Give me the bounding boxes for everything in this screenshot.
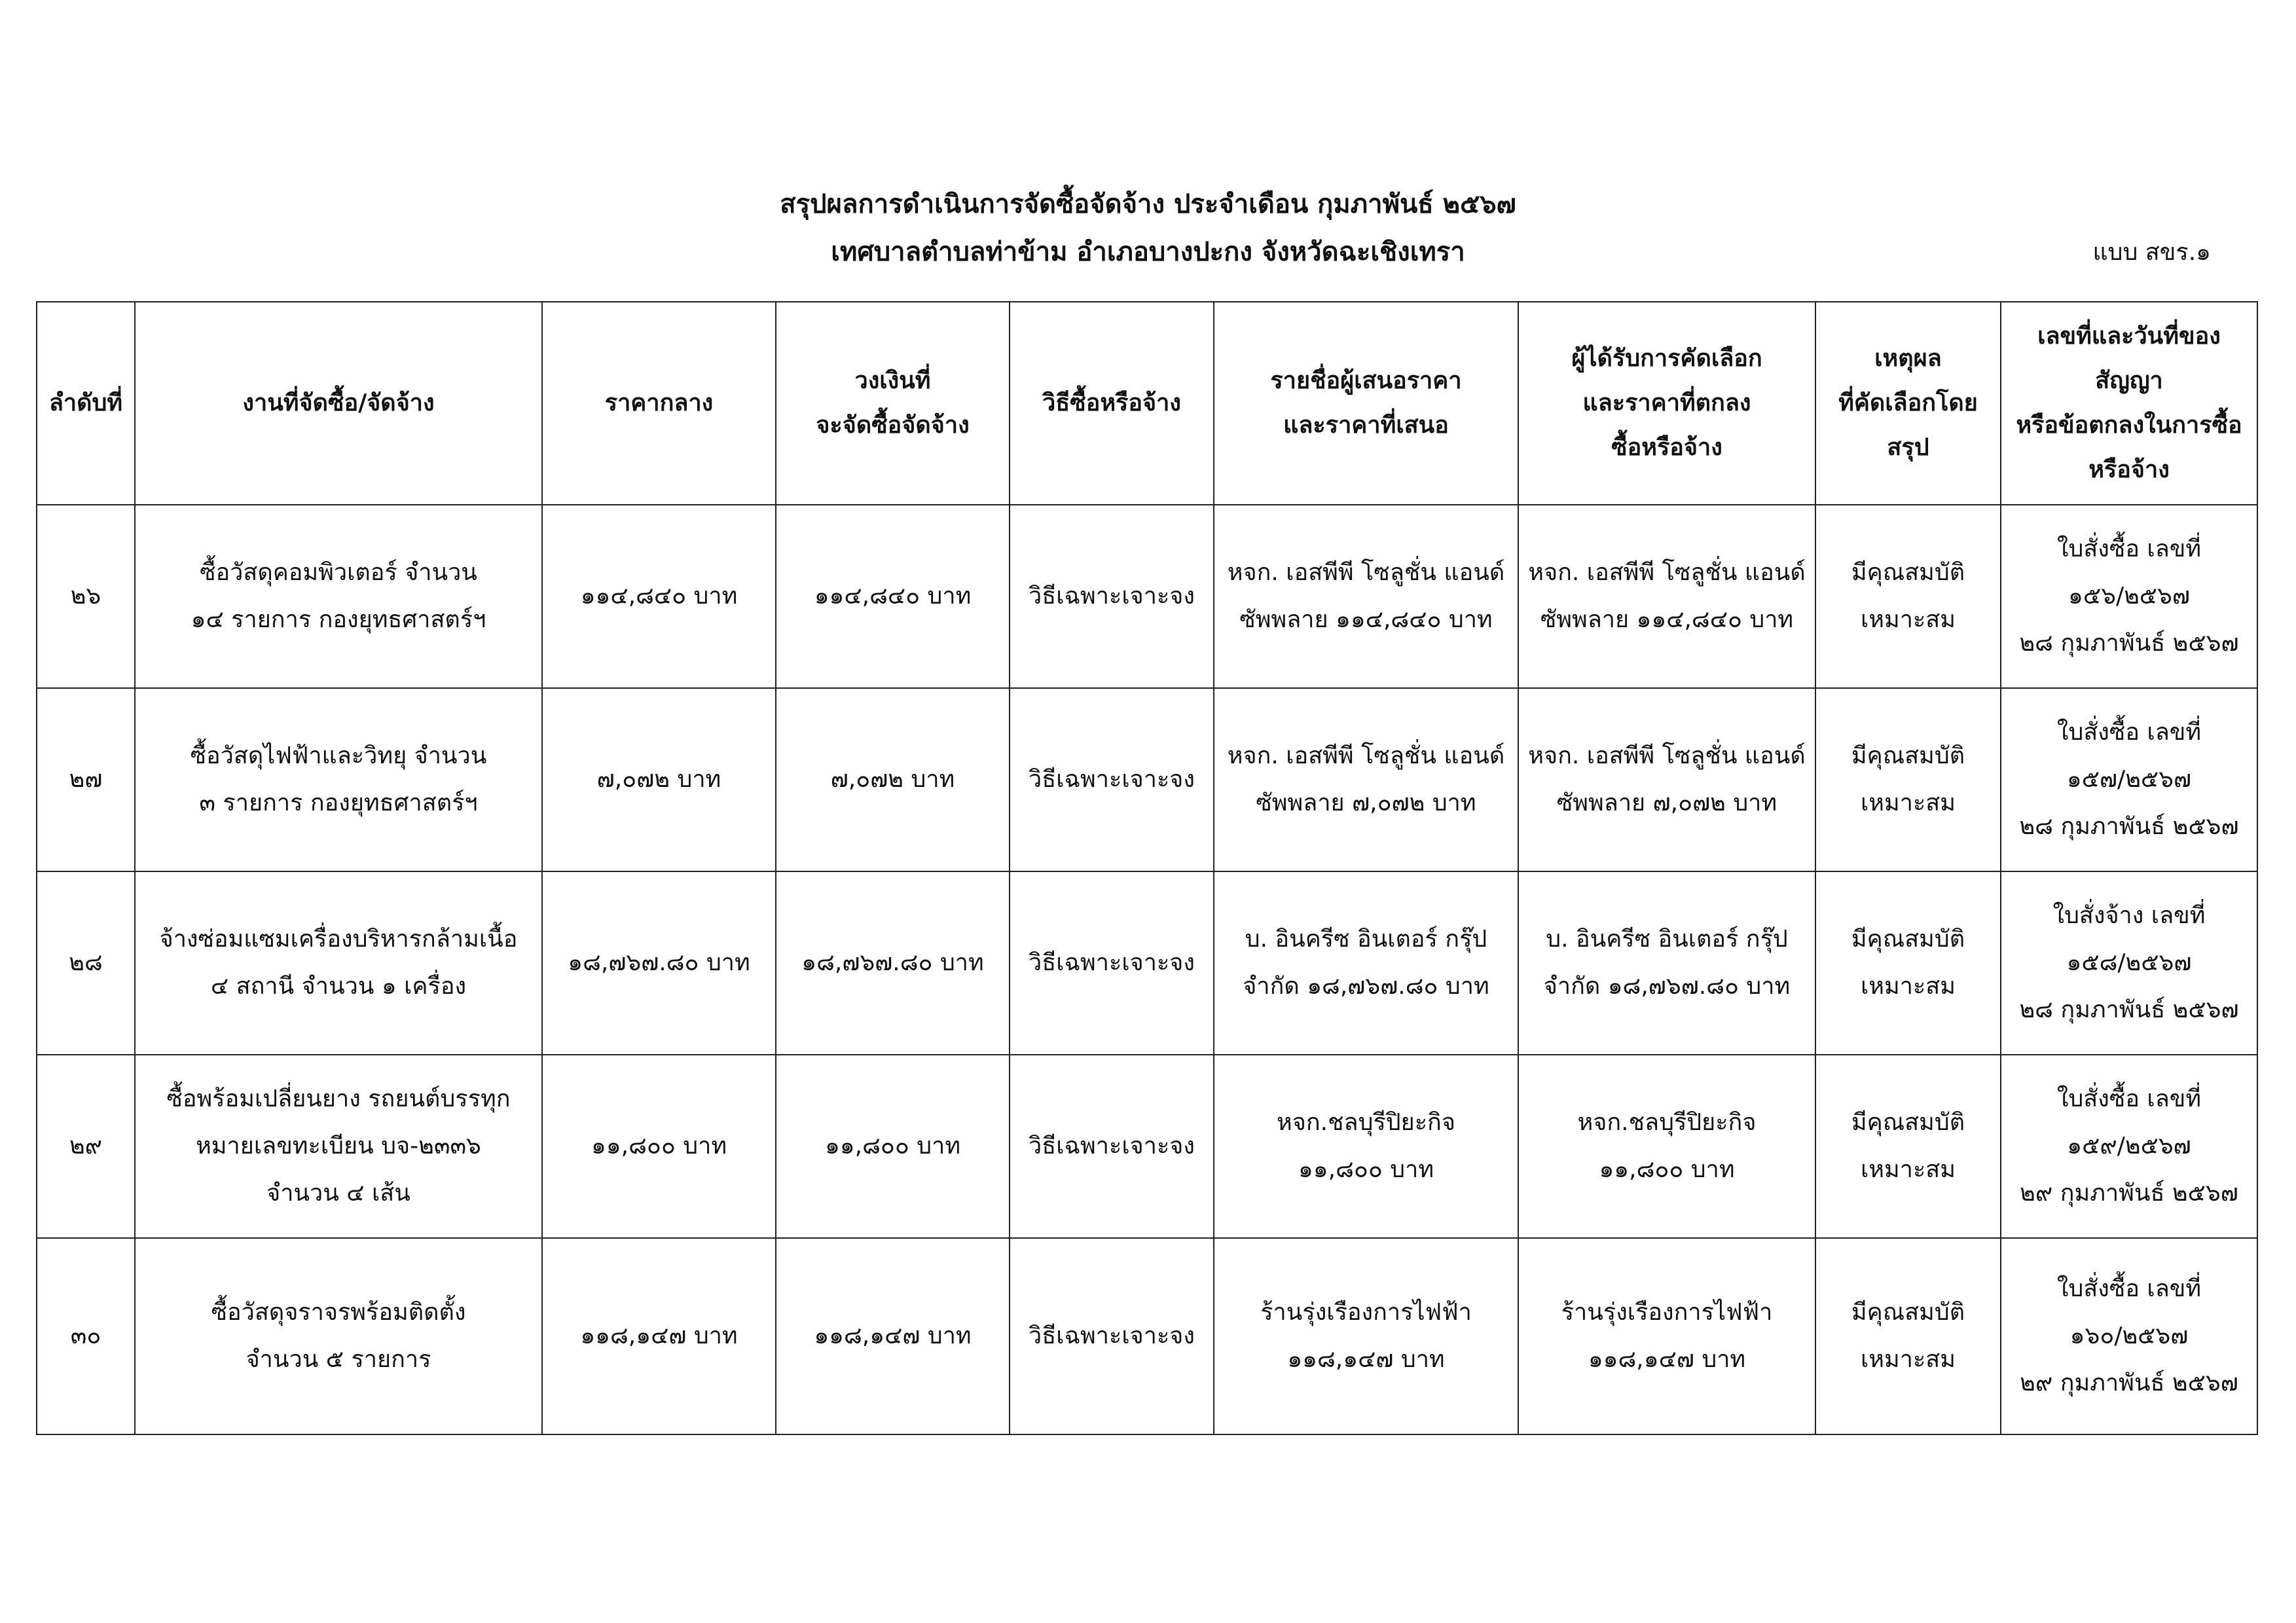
cell-method: วิธีเฉพาะเจาะจง (1010, 1055, 1214, 1238)
document-title: สรุปผลการดำเนินการจัดซื้อจัดจ้าง ประจำเดือน กุมภาพันธ์ ๒๕๖๗ (780, 189, 1516, 219)
column-header-reason: เหตุผล ที่คัดเลือกโดย สรุป (1815, 302, 2001, 505)
cell-budget: ๑๑,๘๐๐ บาท (776, 1055, 1010, 1238)
cell-winner: บ. อินครีซ อินเตอร์ กรุ๊ป จำกัด ๑๘,๗๖๗.๘๐ บาท (1518, 871, 1815, 1055)
cell-budget: ๗,๐๗๒ บาท (776, 688, 1010, 871)
cell-reason: มีคุณสมบัติ เหมาะสม (1815, 688, 2001, 871)
cell-winner: หจก. เอสพีพี โซลูชั่น แอนด์ ซัพพลาย ๑๑๔,๘๔๐ บาท (1518, 505, 1815, 688)
cell-median-price: ๗,๐๗๒ บาท (542, 688, 776, 871)
cell-reason: มีคุณสมบัติ เหมาะสม (1815, 1055, 2001, 1238)
cell-median-price: ๑๑๘,๑๔๗ บาท (542, 1238, 776, 1434)
cell-median-price: ๑๑๔,๘๔๐ บาท (542, 505, 776, 688)
cell-no: ๒๙ (37, 1055, 135, 1238)
cell-method: วิธีเฉพาะเจาะจง (1010, 505, 1214, 688)
column-header-median-price: ราคากลาง (542, 302, 776, 505)
table-row (37, 1055, 2257, 1238)
cell-bidders: บ. อินครีซ อินเตอร์ กรุ๊ป จำกัด ๑๘,๗๖๗.๘๐ บาท (1214, 871, 1518, 1055)
cell-item: จ้างซ่อมแซมเครื่องบริหารกล้ามเนื้อ ๔ สถานี จำนวน ๑ เครื่อง (135, 871, 542, 1055)
cell-median-price: ๑๘,๗๖๗.๘๐ บาท (542, 871, 776, 1055)
cell-no: ๓๐ (37, 1238, 135, 1434)
column-header-no: ลำดับที่ (37, 302, 135, 505)
cell-method: วิธีเฉพาะเจาะจง (1010, 1238, 1214, 1434)
column-header-item: งานที่จัดซื้อ/จัดจ้าง (135, 302, 542, 505)
cell-bidders: ร้านรุ่งเรืองการไฟฟ้า ๑๑๘,๑๔๗ บาท (1214, 1238, 1518, 1434)
table-row (37, 505, 2257, 688)
cell-winner: ร้านรุ่งเรืองการไฟฟ้า ๑๑๘,๑๔๗ บาท (1518, 1238, 1815, 1434)
table-header-row (37, 302, 2257, 505)
cell-bidders: หจก. เอสพีพี โซลูชั่น แอนด์ ซัพพลาย ๗,๐๗๒ บาท (1214, 688, 1518, 871)
cell-contract: ใบสั่งจ้าง เลขที่ ๑๕๘/๒๕๖๗ ๒๘ กุมภาพันธ์ ๒๕๖๗ (2001, 871, 2257, 1055)
cell-contract: ใบสั่งซื้อ เลขที่ ๑๕๖/๒๕๖๗ ๒๘ กุมภาพันธ์ ๒๕๖๗ (2001, 505, 2257, 688)
cell-bidders: หจก.ชลบุรีปิยะกิจ ๑๑,๘๐๐ บาท (1214, 1055, 1518, 1238)
cell-contract: ใบสั่งซื้อ เลขที่ ๑๕๙/๒๕๖๗ ๒๙ กุมภาพันธ์ ๒๕๖๗ (2001, 1055, 2257, 1238)
column-header-contract: เลขที่และวันที่ของ สัญญา หรือข้อตกลงในการซื้อ หรือจ้าง (2001, 302, 2257, 505)
cell-reason: มีคุณสมบัติ เหมาะสม (1815, 505, 2001, 688)
cell-method: วิธีเฉพาะเจาะจง (1010, 688, 1214, 871)
form-code: แบบ สขร.๑ (2092, 239, 2211, 266)
cell-budget: ๑๑๔,๘๔๐ บาท (776, 505, 1010, 688)
table-row (37, 871, 2257, 1055)
cell-winner: หจก.ชลบุรีปิยะกิจ ๑๑,๘๐๐ บาท (1518, 1055, 1815, 1238)
table-row (37, 688, 2257, 871)
cell-method: วิธีเฉพาะเจาะจง (1010, 871, 1214, 1055)
cell-item: ซื้อวัสดุคอมพิวเตอร์ จำนวน ๑๔ รายการ กองยุทธศาสตร์ฯ (135, 505, 542, 688)
cell-no: ๒๗ (37, 688, 135, 871)
cell-reason: มีคุณสมบัติ เหมาะสม (1815, 1238, 2001, 1434)
cell-bidders: หจก. เอสพีพี โซลูชั่น แอนด์ ซัพพลาย ๑๑๔,๘๔๐ บาท (1214, 505, 1518, 688)
cell-item: ซื้อวัสดุจราจรพร้อมติดตั้ง จำนวน ๕ รายการ (135, 1238, 542, 1434)
cell-contract: ใบสั่งซื้อ เลขที่ ๑๕๗/๒๕๖๗ ๒๘ กุมภาพันธ์ ๒๕๖๗ (2001, 688, 2257, 871)
column-header-method: วิธีซื้อหรือจ้าง (1010, 302, 1214, 505)
organization-title: เทศบาลตำบลท่าข้าม อำเภอบางปะกง จังหวัดฉะเชิงเทรา (831, 237, 1465, 267)
cell-median-price: ๑๑,๘๐๐ บาท (542, 1055, 776, 1238)
cell-reason: มีคุณสมบัติ เหมาะสม (1815, 871, 2001, 1055)
column-header-winner: ผู้ได้รับการคัดเลือก และราคาที่ตกลง ซื้อหรือจ้าง (1518, 302, 1815, 505)
table-row (37, 1238, 2257, 1434)
procurement-table (36, 301, 2258, 1435)
cell-contract: ใบสั่งซื้อ เลขที่ ๑๖๐/๒๕๖๗ ๒๙ กุมภาพันธ์ ๒๕๖๗ (2001, 1238, 2257, 1434)
cell-budget: ๑๘,๗๖๗.๘๐ บาท (776, 871, 1010, 1055)
cell-budget: ๑๑๘,๑๔๗ บาท (776, 1238, 1010, 1434)
cell-winner: หจก. เอสพีพี โซลูชั่น แอนด์ ซัพพลาย ๗,๐๗๒ บาท (1518, 688, 1815, 871)
column-header-budget: วงเงินที่ จะจัดซื้อจัดจ้าง (776, 302, 1010, 505)
cell-item: ซื้อพร้อมเปลี่ยนยาง รถยนต์บรรทุก หมายเลขทะเบียน บจ-๒๓๓๖ จำนวน ๔ เส้น (135, 1055, 542, 1238)
cell-no: ๒๖ (37, 505, 135, 688)
cell-item: ซื้อวัสดุไฟฟ้าและวิทยุ จำนวน ๓ รายการ กองยุทธศาสตร์ฯ (135, 688, 542, 871)
column-header-bidders: รายชื่อผู้เสนอราคา และราคาที่เสนอ (1214, 302, 1518, 505)
cell-no: ๒๘ (37, 871, 135, 1055)
